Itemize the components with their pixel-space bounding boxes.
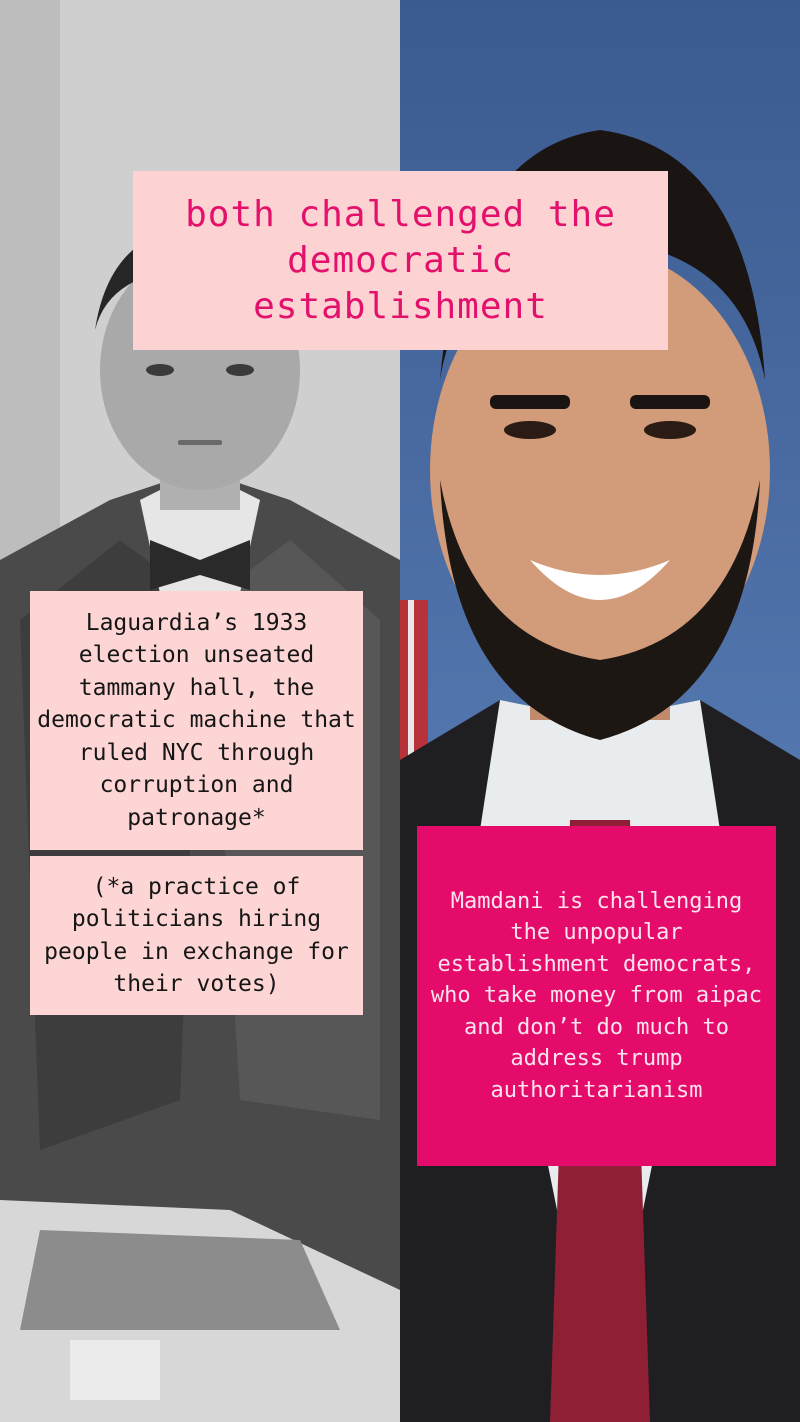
right-caption-text: Mamdani is challenging the unpopular establishment democrats, who take money from aipac and don’t do much to address trump authoritarianism: [430, 888, 763, 1103]
title-text: both challenged the democratic establishment: [185, 193, 616, 327]
left-caption-box: [30, 591, 363, 850]
left-caption-text: Laguardia’s 1933 election unseated tammany hall, the democratic machine that ruled NYC through corruption and patronage*: [37, 609, 356, 831]
title-box: [133, 171, 668, 350]
left-footnote-box: [30, 856, 363, 1015]
left-footnote-text: (*a practice of politicians hiring people in exchange for their votes): [44, 873, 349, 997]
right-caption-box: [417, 826, 776, 1166]
